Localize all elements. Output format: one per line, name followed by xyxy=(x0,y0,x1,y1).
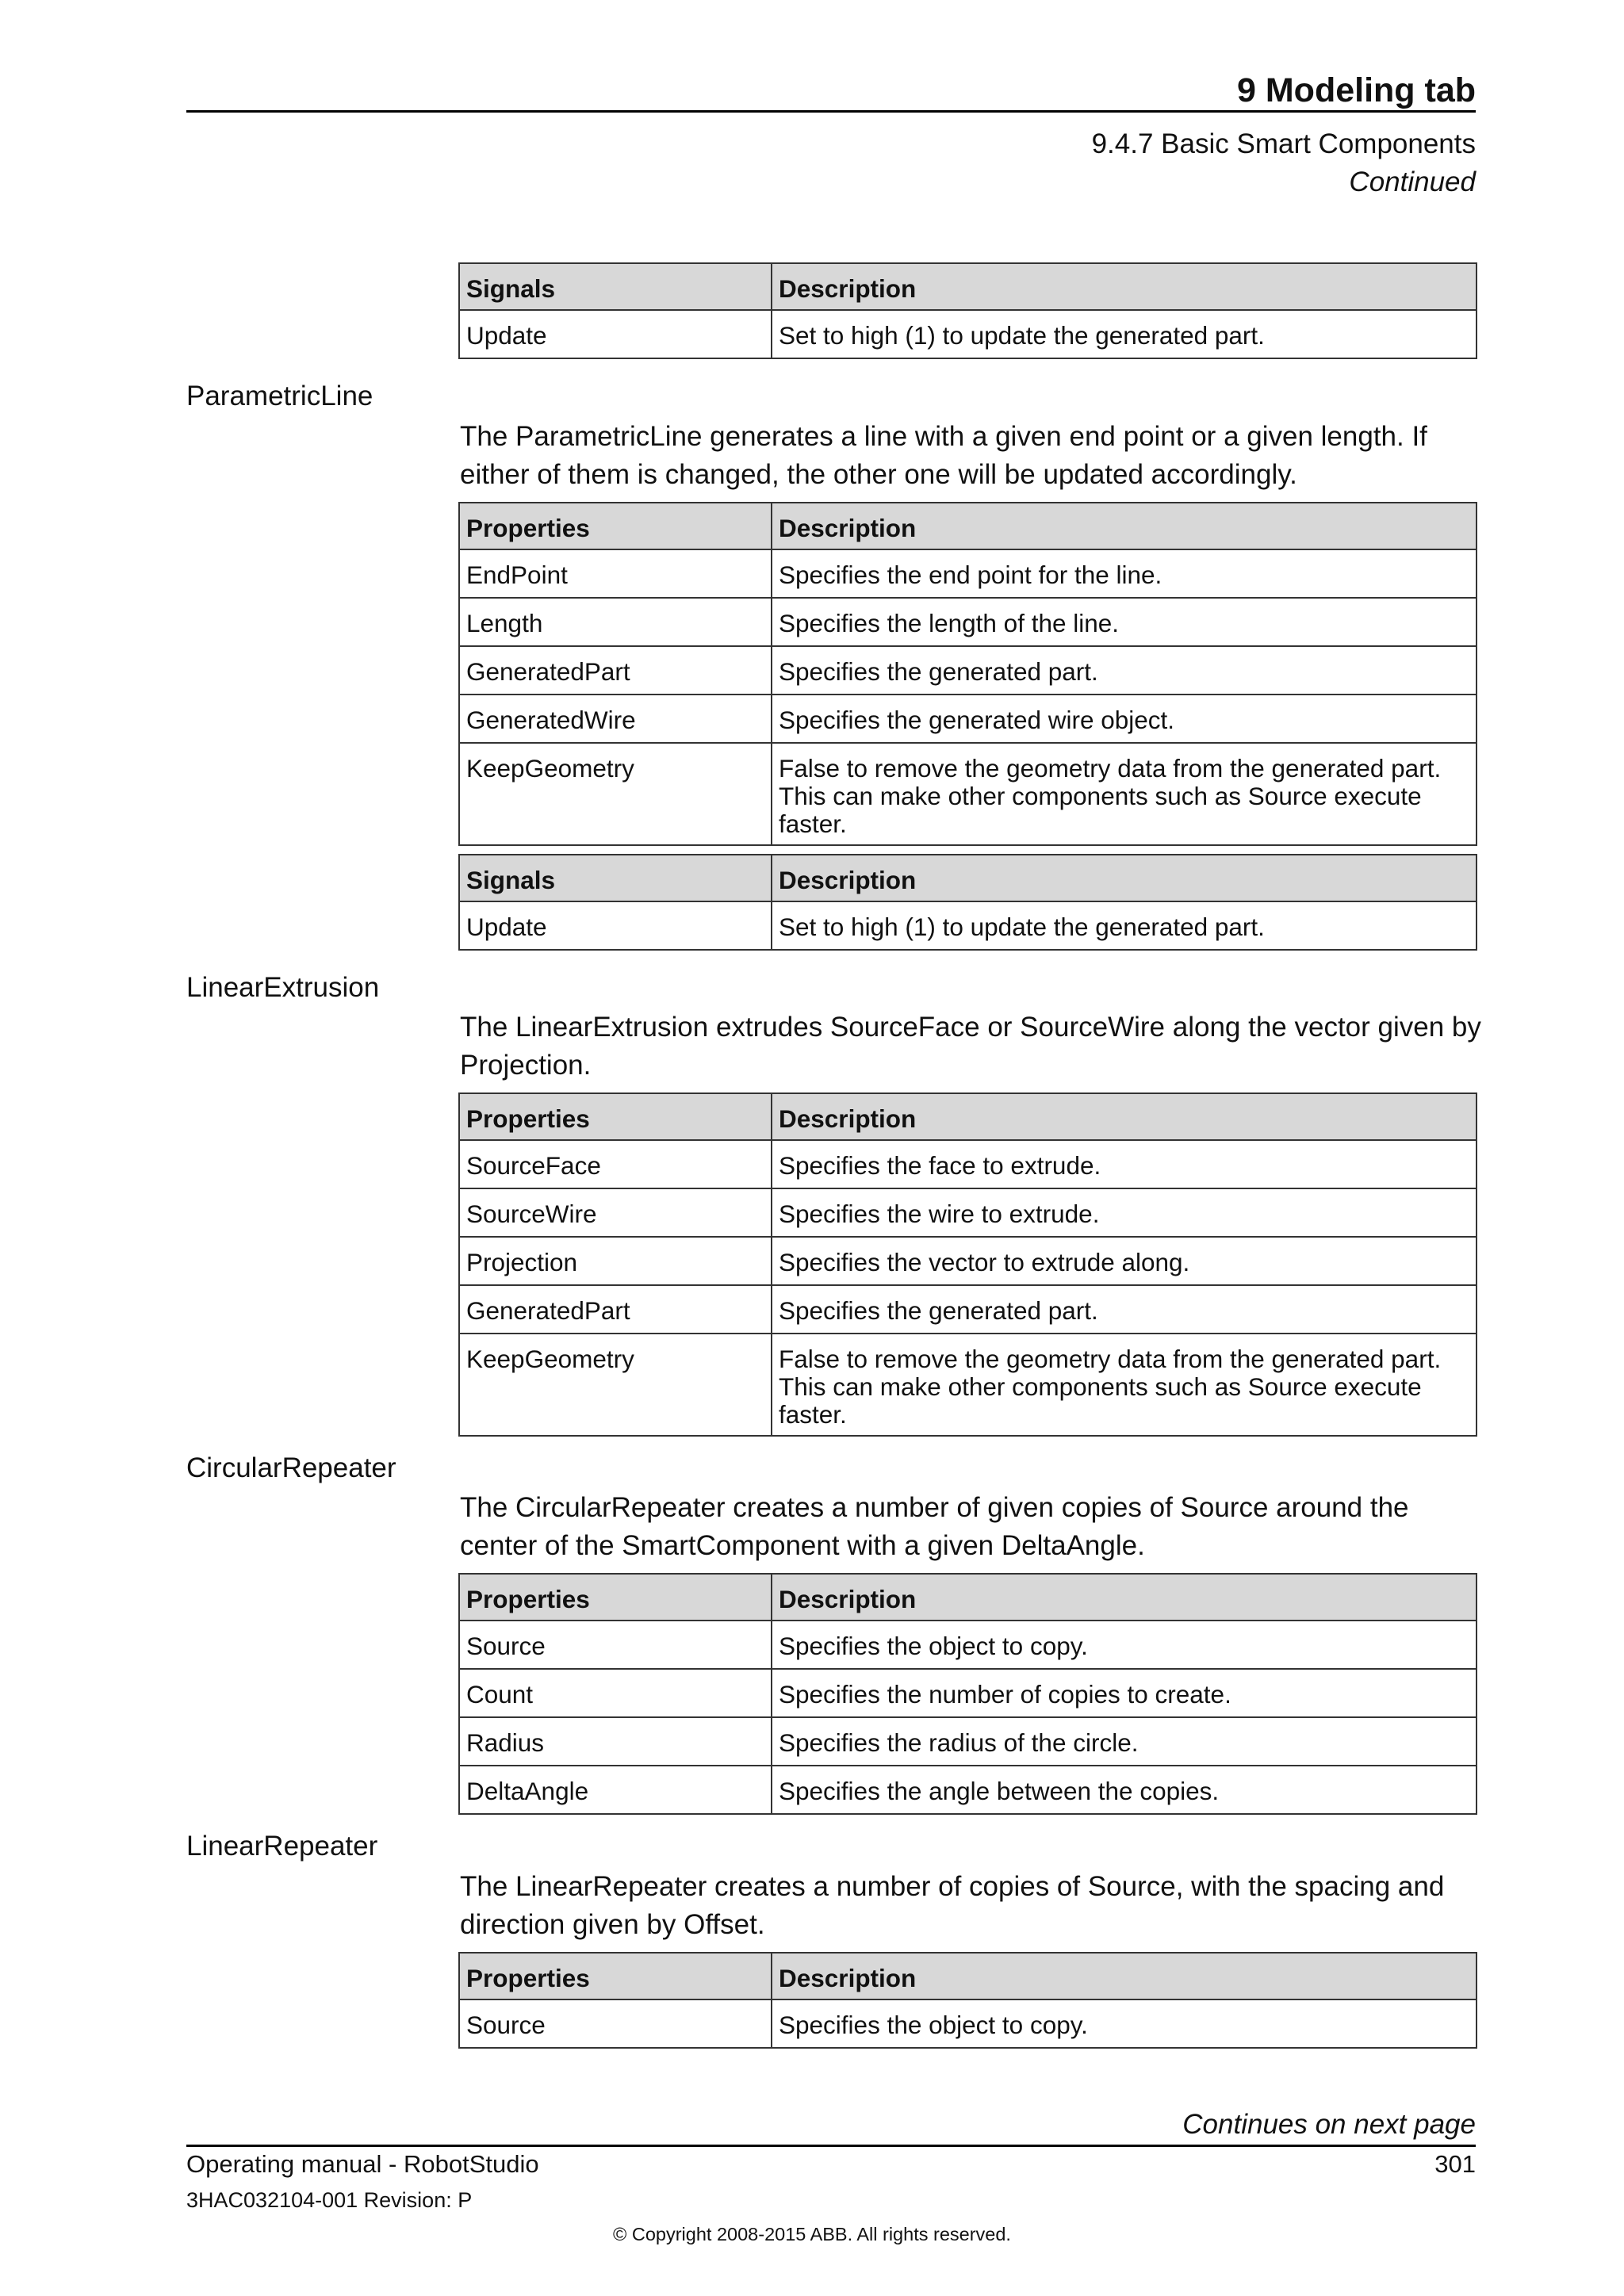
table-cell: Specifies the wire to extrude. xyxy=(772,1188,1477,1237)
table-cell: Update xyxy=(459,310,772,358)
linearextrusion-intro: The LinearExtrusion extrudes SourceFace or SourceWire along the vector given by Projection. xyxy=(460,1012,1481,1081)
table-cell: Source xyxy=(459,1999,772,2048)
column-header: Properties xyxy=(459,1093,772,1140)
table-row xyxy=(459,310,1477,358)
document-id: 3HAC032104-001 Revision: P xyxy=(186,2188,473,2212)
table-row xyxy=(459,1285,1477,1334)
table-row xyxy=(459,1766,1477,1814)
circularrepeater-properties-table xyxy=(458,1573,1477,1815)
copyright-notice: © Copyright 2008-2015 ABB. All rights reserved. xyxy=(613,2224,1011,2244)
linearextrusion-heading: LinearExtrusion xyxy=(186,972,380,1003)
table-row xyxy=(459,1140,1477,1188)
table-header-row xyxy=(459,1093,1477,1140)
table-cell: False to remove the geometry data from the generated part. This can make other components such as Source execute faster. xyxy=(772,1334,1477,1436)
table-row xyxy=(459,901,1477,950)
circularrepeater-intro: The CircularRepeater creates a number of given copies of Source around the center of the SmartComponent with a given DeltaAngle. xyxy=(460,1492,1409,1561)
table-cell: KeepGeometry xyxy=(459,743,772,845)
table-cell: SourceWire xyxy=(459,1188,772,1237)
table-cell: DeltaAngle xyxy=(459,1766,772,1814)
table-row xyxy=(459,1669,1477,1717)
table-cell: Source xyxy=(459,1621,772,1669)
column-header: Signals xyxy=(459,855,772,901)
table-cell: Specifies the end point for the line. xyxy=(772,549,1477,598)
linearrepeater-properties-table xyxy=(458,1952,1477,2049)
table-cell: Specifies the number of copies to create. xyxy=(772,1669,1477,1717)
column-header: Description xyxy=(772,1093,1477,1140)
parametricline-properties-table xyxy=(458,502,1477,846)
table-header-row xyxy=(459,263,1477,310)
signals-table-continued xyxy=(458,262,1477,359)
table-cell: Update xyxy=(459,901,772,950)
parametricline-signals-table xyxy=(458,854,1477,951)
table-cell: Specifies the length of the line. xyxy=(772,598,1477,646)
table-cell: Set to high (1) to update the generated part. xyxy=(772,901,1477,950)
table-cell: Specifies the angle between the copies. xyxy=(772,1766,1477,1814)
column-header: Properties xyxy=(459,1953,772,1999)
table-cell: Specifies the object to copy. xyxy=(772,1999,1477,2048)
chapter-title: 9 Modeling tab xyxy=(1237,71,1476,109)
table-header-row xyxy=(459,1953,1477,1999)
table-row xyxy=(459,695,1477,743)
section-title: 9.4.7 Basic Smart Components xyxy=(1091,128,1476,159)
table-header-row xyxy=(459,1574,1477,1621)
table-header-row xyxy=(459,503,1477,549)
header-rule xyxy=(186,110,1476,113)
table-cell: EndPoint xyxy=(459,549,772,598)
table-cell: Specifies the object to copy. xyxy=(772,1621,1477,1669)
table-header-row xyxy=(459,855,1477,901)
column-header: Description xyxy=(772,855,1477,901)
table-row xyxy=(459,1621,1477,1669)
table-cell: KeepGeometry xyxy=(459,1334,772,1436)
table-cell: Projection xyxy=(459,1237,772,1285)
column-header: Description xyxy=(772,1574,1477,1621)
continues-on-next-page: Continues on next page xyxy=(1182,2109,1476,2140)
linearrepeater-heading: LinearRepeater xyxy=(186,1831,378,1862)
table-cell: Radius xyxy=(459,1717,772,1766)
table-row xyxy=(459,1334,1477,1436)
table-row xyxy=(459,549,1477,598)
linearextrusion-properties-table xyxy=(458,1093,1477,1437)
column-header: Description xyxy=(772,503,1477,549)
continued-label: Continued xyxy=(1349,166,1476,197)
table-cell: GeneratedPart xyxy=(459,1285,772,1334)
column-header: Signals xyxy=(459,263,772,310)
table-cell: False to remove the geometry data from the generated part. This can make other components such as Source execute faster. xyxy=(772,743,1477,845)
table-row xyxy=(459,646,1477,695)
column-header: Properties xyxy=(459,503,772,549)
table-row xyxy=(459,1188,1477,1237)
table-cell: Length xyxy=(459,598,772,646)
footer-manual-title: Operating manual - RobotStudio xyxy=(186,2150,539,2178)
table-row xyxy=(459,1237,1477,1285)
table-row xyxy=(459,743,1477,845)
table-row xyxy=(459,598,1477,646)
table-row xyxy=(459,1717,1477,1766)
circularrepeater-heading: CircularRepeater xyxy=(186,1452,396,1483)
column-header: Description xyxy=(772,263,1477,310)
linearrepeater-intro: The LinearRepeater creates a number of copies of Source, with the spacing and direction given by Offset. xyxy=(460,1871,1445,1940)
table-cell: Specifies the face to extrude. xyxy=(772,1140,1477,1188)
table-cell: Specifies the generated wire object. xyxy=(772,695,1477,743)
parametricline-heading: ParametricLine xyxy=(186,381,373,411)
table-cell: Specifies the vector to extrude along. xyxy=(772,1237,1477,1285)
column-header: Description xyxy=(772,1953,1477,1999)
table-cell: Specifies the radius of the circle. xyxy=(772,1717,1477,1766)
table-cell: Count xyxy=(459,1669,772,1717)
table-row xyxy=(459,1999,1477,2048)
table-cell: Specifies the generated part. xyxy=(772,1285,1477,1334)
table-cell: GeneratedPart xyxy=(459,646,772,695)
table-cell: GeneratedWire xyxy=(459,695,772,743)
table-cell: SourceFace xyxy=(459,1140,772,1188)
table-cell: Specifies the generated part. xyxy=(772,646,1477,695)
page-number: 301 xyxy=(1434,2150,1476,2178)
table-cell: Set to high (1) to update the generated part. xyxy=(772,310,1477,358)
parametricline-intro: The ParametricLine generates a line with a given end point or a given length. If either of them is changed, the other one will be updated accordingly. xyxy=(460,421,1427,490)
column-header: Properties xyxy=(459,1574,772,1621)
